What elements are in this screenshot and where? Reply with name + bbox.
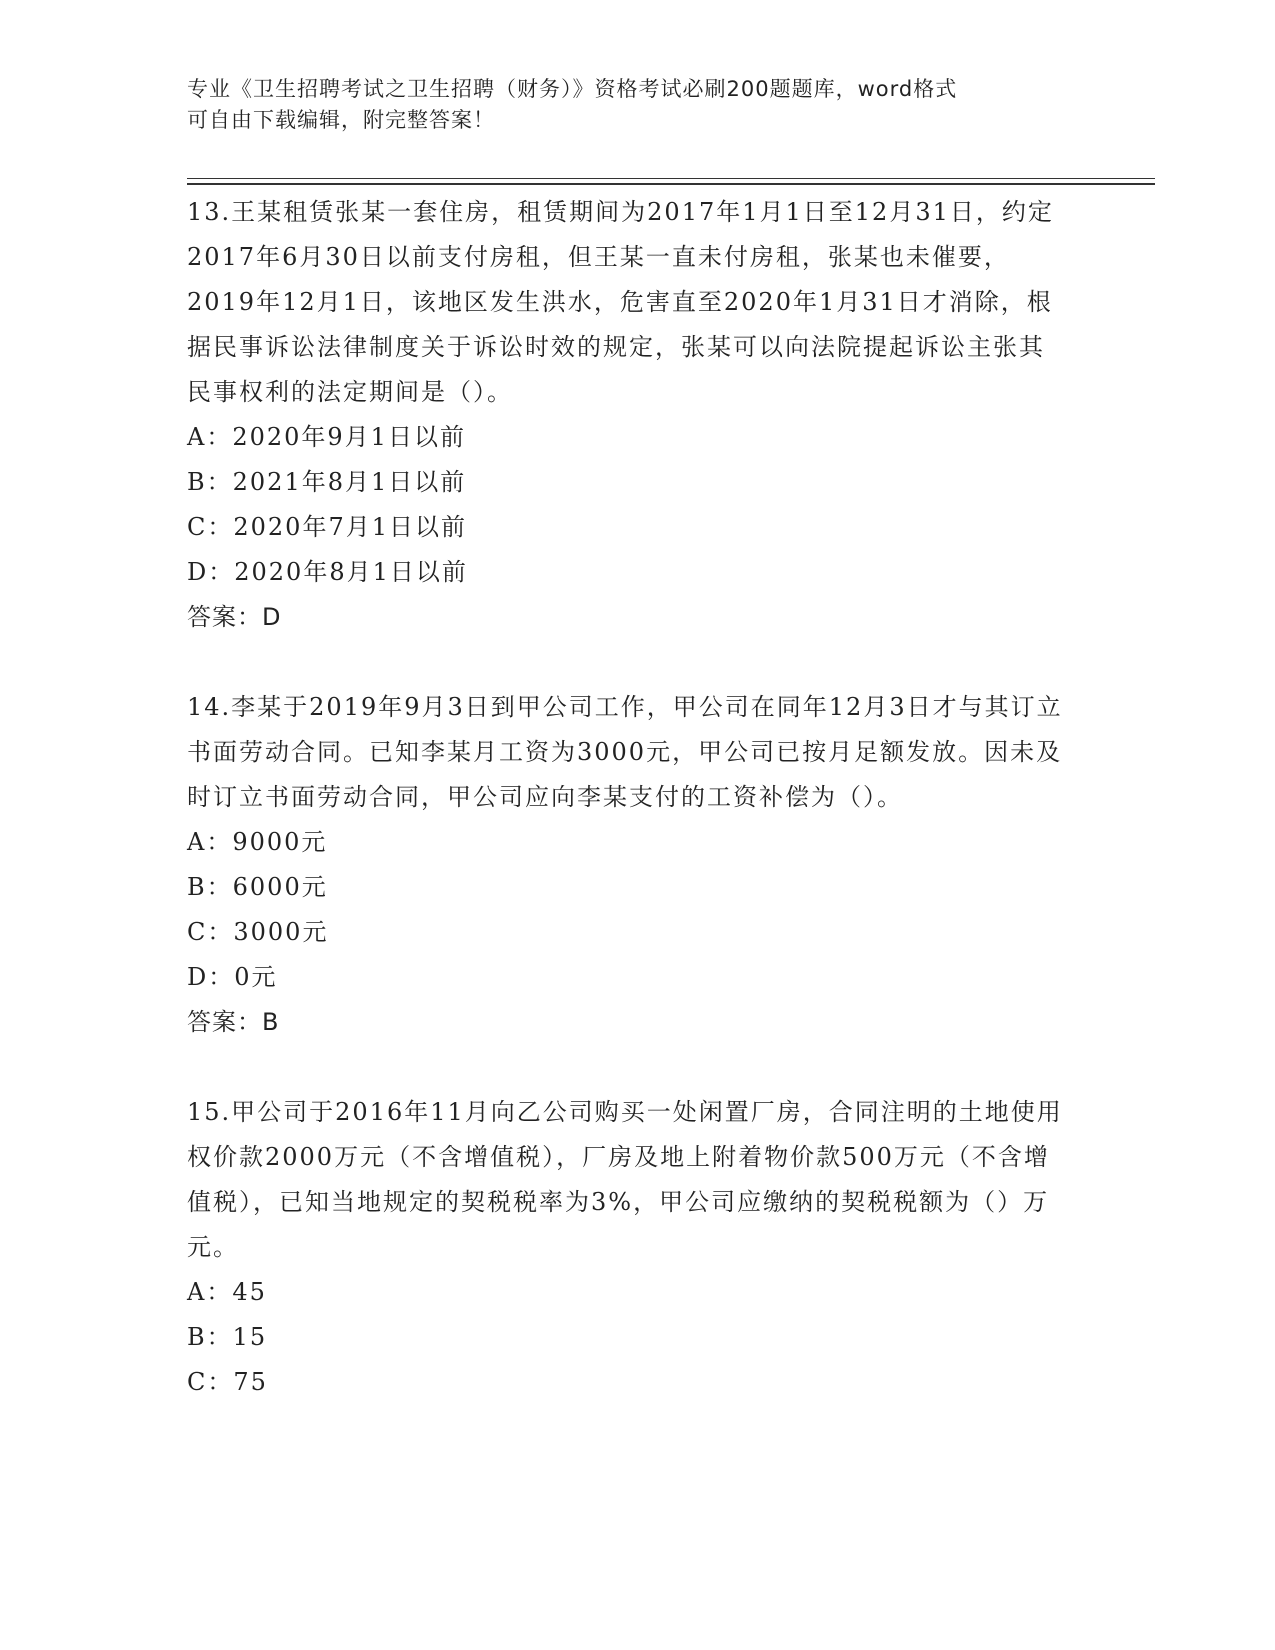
question-stem: 14.李某于2019年9月3日到甲公司工作，甲公司在同年12月3日才与其订立书面劳动合同。已知李某月工资为3000元，甲公司已按月足额发放。因未及时订立书面劳动合同，甲公司应向李某支付的工资补偿为（）。 bbox=[187, 693, 1063, 811]
option-b: B：15 bbox=[187, 1323, 268, 1351]
answer-line: 答案：D bbox=[187, 603, 282, 631]
option-b: B：6000元 bbox=[187, 873, 328, 901]
question-14 bbox=[187, 685, 1067, 1045]
option-c: C：2020年7月1日以前 bbox=[187, 513, 467, 541]
header-title-line-1: 专业《卫生招聘考试之卫生招聘（财务）》资格考试必刷200题题库，word格式 bbox=[187, 77, 958, 101]
option-b: B：2021年8月1日以前 bbox=[187, 468, 467, 496]
answer-line: 答案：B bbox=[187, 1008, 280, 1036]
question-list bbox=[187, 190, 1067, 1405]
option-d: D：0元 bbox=[187, 963, 278, 991]
question-stem: 13.王某租赁张某一套住房，租赁期间为2017年1月1日至12月31日，约定2017年6月30日以前支付房租，但王某一直未付房租，张某也未催要，2019年12月1日，该地区发生洪水，危害直至2020年1月31日才消除，根据民事诉讼法律制度关于诉讼时效的规定，张某可以向法院提起诉讼主张其民事权利的法定期间是（）。 bbox=[187, 198, 1054, 406]
option-a: A：45 bbox=[187, 1278, 267, 1306]
header-title-line-2: 可自由下载编辑，附完整答案！ bbox=[187, 108, 495, 132]
question-15 bbox=[187, 1090, 1067, 1405]
question-13 bbox=[187, 190, 1067, 640]
option-c: C：75 bbox=[187, 1368, 268, 1396]
question-stem: 15.甲公司于2016年11月向乙公司购买一处闲置厂房，合同注明的土地使用权价款2000万元（不含增值税），厂房及地上附着物价款500万元（不含增值税），已知当地规定的契税税率为3%，甲公司应缴纳的契税税额为（）万元。 bbox=[187, 1098, 1063, 1261]
option-a: A：2020年9月1日以前 bbox=[187, 423, 466, 451]
header-divider bbox=[187, 178, 1155, 179]
option-d: D：2020年8月1日以前 bbox=[187, 558, 468, 586]
option-a: A：9000元 bbox=[187, 828, 328, 856]
option-c: C：3000元 bbox=[187, 918, 329, 946]
document-header bbox=[187, 74, 1067, 136]
